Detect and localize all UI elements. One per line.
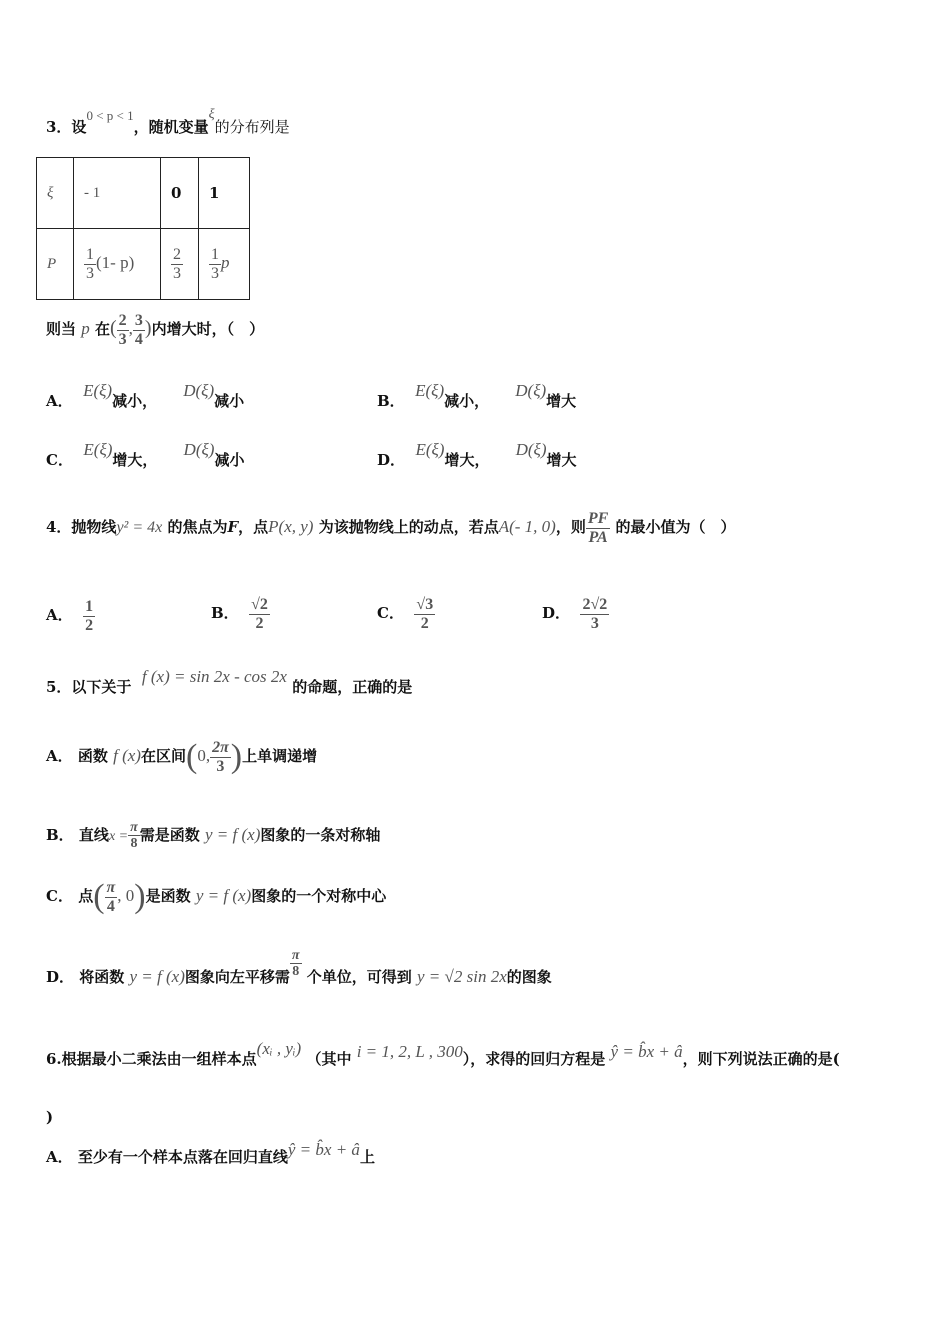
table-cell: - 1 — [74, 158, 161, 229]
q4-option-c[interactable]: C． $\frac{√3}{2}$ — [377, 596, 434, 632]
q3-stem-2: 则当 p 在( $\frac{2}{3}$ , $\frac{3}{4}$ )内增大时，（ ） — [46, 312, 265, 348]
q6-stem-cont: ) — [46, 1108, 54, 1126]
table-cell: $\frac{1}{3}$ p — [199, 229, 250, 300]
distribution-table — [36, 157, 250, 300]
table-cell: P — [37, 229, 74, 300]
q3-condition: 0 < p < 1 — [86, 108, 134, 123]
q4-option-a[interactable]: A． $\frac{1}{2}$ — [46, 598, 94, 634]
q6-stem: 6.根据最小二乘法由一组样本点(xᵢ , yᵢ) （其中 i = 1, 2, L , 300），求得的回归方程是 ŷ = b̂x + â，则下列说法正确的是( — [46, 1039, 840, 1068]
q4-option-b[interactable]: B． $\frac{√2}{2}$ — [211, 596, 268, 632]
q3-option-d[interactable]: D． E(ξ)增大， D(ξ)增大 — [377, 440, 577, 469]
q6-option-a[interactable]: A． 至少有一个样本点落在回归直线ŷ = b̂x + â上 — [46, 1140, 375, 1166]
q3-stem-1: 3．设0 < p < 1，随机变量ξ的分布列是 — [46, 107, 290, 136]
q5-stem: 5．以下关于 f (x) = sin 2x - cos 2x 的命题，正确的是 — [46, 667, 413, 696]
q4-option-d[interactable]: D． $\frac{2√2}{3}$ — [542, 596, 608, 632]
table-row — [37, 158, 250, 229]
q5-option-d[interactable]: D． 将函数 y = f (x)图象向左平移需 $\frac{\pi}{8}$ 个单位，可得到 y = √2 sin 2x的图象 — [46, 948, 552, 986]
table-cell: 0 — [161, 158, 199, 229]
q5-option-a[interactable]: A． 函数 f (x)在区间(0, $\frac{2\pi}{3}$ )上单调递增 — [46, 738, 318, 775]
q5-option-c[interactable]: C． 点( $\frac{\pi}{4}$ , 0)是函数 y = f (x)图象的一个对称中心 — [46, 878, 387, 915]
q3-option-c[interactable]: C． E(ξ)增大， D(ξ)减小 — [46, 440, 245, 469]
table-cell: $\frac{1}{3}$ (1- p) — [74, 229, 161, 300]
q3-option-b[interactable]: B． E(ξ)减小， D(ξ)增大 — [377, 381, 577, 410]
q3-option-a[interactable]: A． E(ξ)减小， D(ξ)减小 — [46, 381, 245, 410]
table-cell: ξ — [37, 158, 74, 229]
q5-option-b[interactable]: B． 直线x = $\frac{\pi}{8}$ 需是函数 y = f (x)图象的一条对称轴 — [46, 820, 381, 852]
q4-stem: 4．抛物线y² = 4x 的焦点为F，点P(x, y) 为该抛物线上的动点，若点A(- 1, 0)，则 $\frac{PF}{PA}$ 的最小值为（ ） — [46, 510, 736, 546]
table-cell: $\frac{2}{3}$ — [161, 229, 199, 300]
table-cell: 1 — [199, 158, 250, 229]
table-row — [37, 229, 250, 300]
